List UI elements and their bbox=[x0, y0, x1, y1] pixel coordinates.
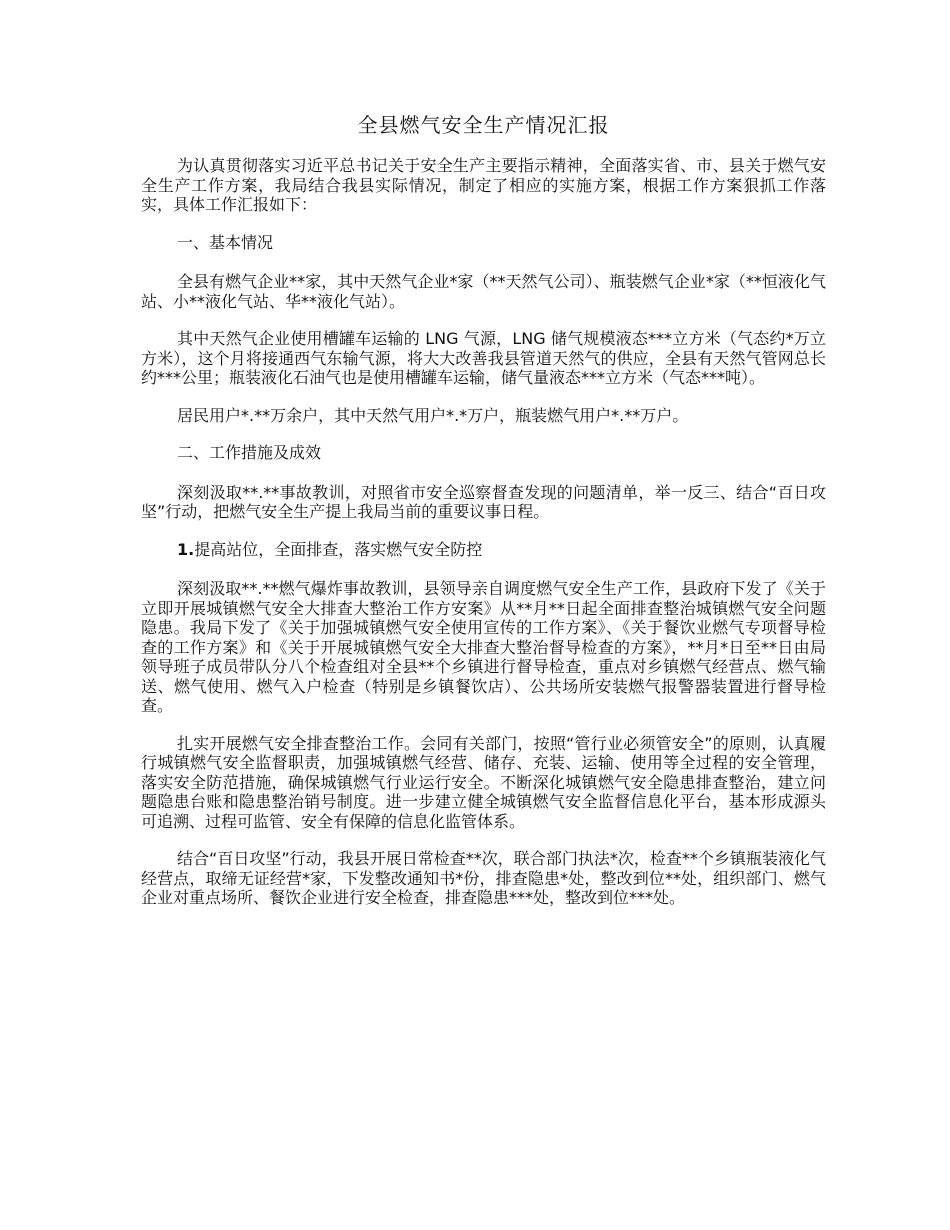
sub-heading-1 bbox=[141, 540, 826, 560]
document-page bbox=[141, 110, 826, 926]
section-heading-measures: 二、工作措施及成效 bbox=[177, 443, 322, 462]
document-title: 全县燃气安全生产情况汇报 bbox=[357, 113, 610, 137]
paragraph-users: 居民用户*.**万余户，其中天然气用户*.*万户，瓶装燃气用户*.**万户。 bbox=[177, 405, 689, 425]
intro-paragraph: 为认真贯彻落实习近平总书记关于安全生产主要指示精神，全面落实省、市、县关于燃气安全生产工作方案，我局结合我县实际情况，制定了相应的实施方案，根据工作方案狠抓工作落实，具体工作汇报如下： bbox=[141, 156, 826, 214]
sub-heading-title: 提高站位，全面排查，落实燃气安全防控 bbox=[194, 539, 483, 559]
paragraph-measures-intro: 深刻汲取**.**事故教训，对照省市安全巡察督查发现的问题清单，举一反三、结合“百日攻坚”行动，把燃气安全生产提上我局当前的重要议事日程。 bbox=[141, 482, 826, 521]
paragraph-inspection: 深刻汲取**.**燃气爆炸事故教训，县领导亲自调度燃气安全生产工作，县政府下发了《关于立即开展城镇燃气安全大排查大整治工作方安案》从**月**日起全面排查整治城镇燃气安全问题隐患。我局下发了《关于加强城镇燃气安全使用宣传的工作方案》、《关于餐饮业燃气专项督导检查的工作方案》和《关于开展城镇燃气安全大排查大整治督导检查的方案》，**月*日至**日由局领导班子成员带队分八个检查组对全县**个乡镇进行督导检查，重点对乡镇燃气经营点、燃气输送、燃气使用、燃气入户检查（特别是乡镇餐饮店）、公共场所安装燃气报警器装置进行督导检查。 bbox=[141, 579, 826, 715]
paragraph-rectification: 扎实开展燃气安全排查整治工作。会同有关部门，按照“管行业必须管安全”的原则，认真履行城镇燃气安全监督职责，加强城镇燃气经营、储存、充装、运输、使用等全过程的安全管理，落实安全防范措施，确保城镇燃气行业运行安全。不断深化城镇燃气安全隐患排查整治，建立问题隐患台账和隐患整治销号制度。进一步建立健全城镇燃气安全监督信息化平台，基本形成源头可追溯、过程可监管、安全有保障的信息化监管体系。 bbox=[141, 733, 826, 831]
section-heading-basic-info: 一、基本情况 bbox=[177, 232, 274, 252]
paragraph-results: 结合“百日攻坚”行动，我县开展日常检查**次，联合部门执法*次，检查**个乡镇瓶装液化气经营点，取缔无证经营*家，下发整改通知书*份，排查隐患*处，整改到位**处，组织部门、燃气企业对重点场所、餐饮企业进行安全检查，排查隐患***处，整改到位***处。 bbox=[141, 849, 826, 907]
sub-heading-number: 1. bbox=[177, 539, 195, 559]
paragraph-gas-supply: 其中天然气企业使用槽罐车运输的 LNG 气源，LNG 储气规模液态***立方米（气态约*万立方米），这个月将接通西气东输气源，将大大改善我县管道天然气的供应，全县有天然气管网总长约***公里；瓶装液化石油气也是使用槽罐车运输，储气量液态***立方米（气态***吨）。 bbox=[141, 329, 826, 387]
paragraph-enterprises: 全县有燃气企业**家，其中天然气企业*家（**天然气公司）、瓶装燃气企业*家（**恒液化气站、小**液化气站、华**液化气站）。 bbox=[141, 272, 826, 311]
